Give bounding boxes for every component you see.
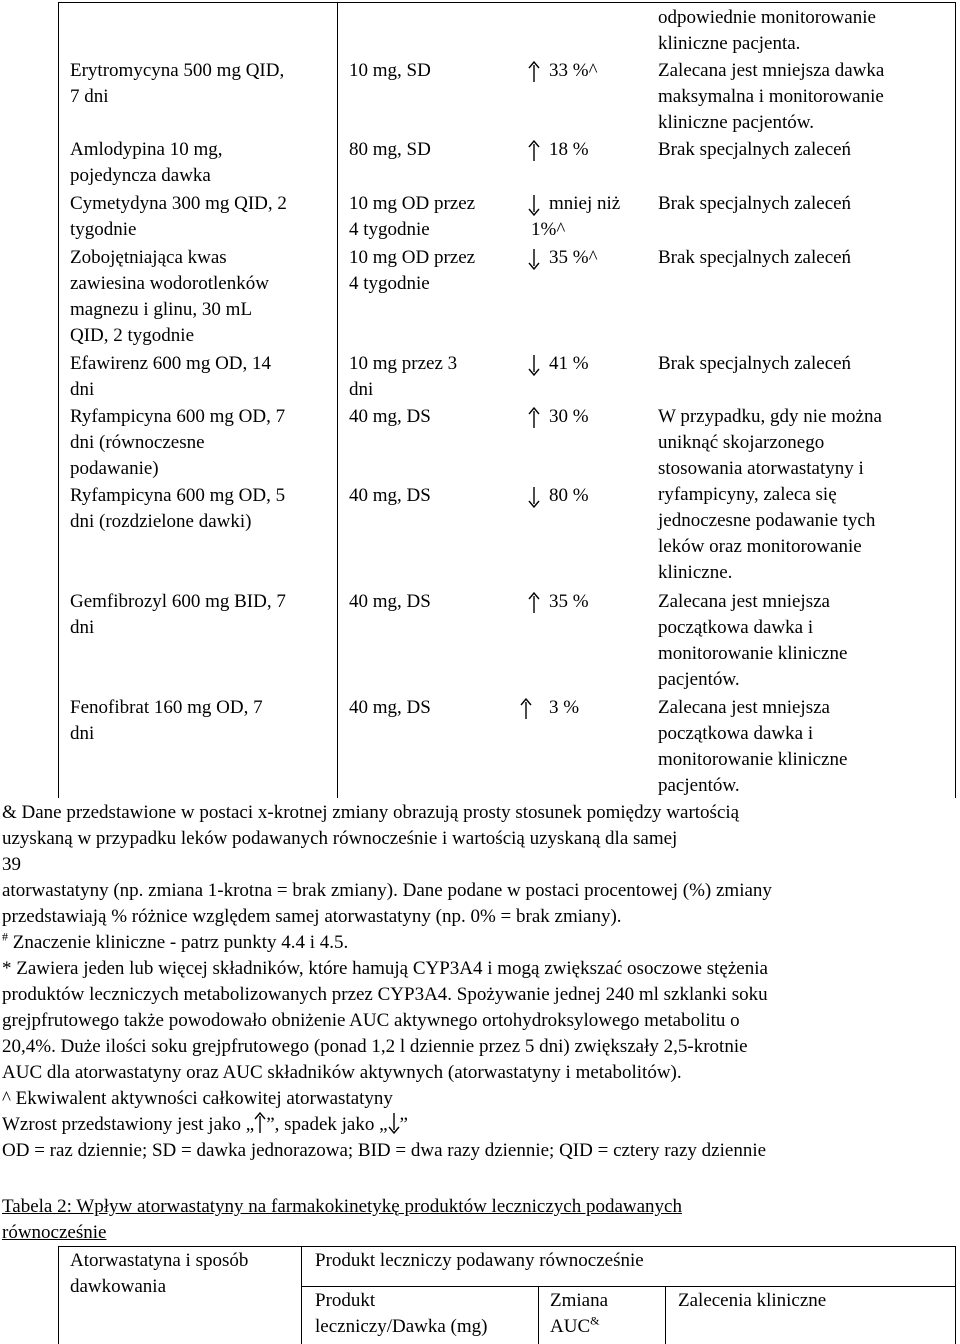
hash-mark: #: [2, 929, 8, 944]
note-ampersand-line: atorwastatyny (np. zmiana 1-krotna = brak zmiany). Dane podane w postaci procentowej (%) zmiany: [2, 880, 772, 901]
row-efawirenz-recommendation: Brak specjalnych zaleceń: [658, 353, 852, 374]
arrow-down-icon: [528, 194, 540, 216]
arrow-down-icon: [388, 1112, 400, 1134]
row-fenofibrat-recommendation: Zalecana jest mniejsza początkowa dawka i monitorowanie kliniczne pacjentów.: [658, 697, 848, 796]
row-gemfibrozyl-drug: Gemfibrozyl 600 mg BID, 7 dni: [70, 591, 286, 638]
arrow-up-icon: [528, 61, 540, 83]
row-fenofibrat-change: 3 %: [549, 697, 580, 718]
row-gemfibrozyl-recommendation: Zalecana jest mniejsza początkowa dawka i monitorowanie kliniczne pacjentów.: [658, 591, 848, 690]
arrow-up-icon: [528, 407, 540, 429]
header-atorvastatin-dosing: Atorwastatyna i sposób dawkowania: [70, 1250, 249, 1297]
note-abbreviations: OD = raz dziennie; SD = dawka jednorazowa; BID = dwa razy dziennie; QID = cztery razy dziennie: [2, 1140, 767, 1161]
row-antacid-change: 35 %^: [549, 247, 598, 268]
arrow-up-icon: [528, 140, 540, 162]
arrow-legend-suffix: ”: [399, 1114, 408, 1135]
row-fenofibrat-drug: Fenofibrat 160 mg OD, 7 dni: [70, 697, 263, 744]
row-ryfampicyna-recommendation: W przypadku, gdy nie można uniknąć skojarzonego stosowania atorwastatyny i ryfampicyny, zaleca się jednoczesne podawanie tych leków oraz monitorowanie kliniczne.: [658, 406, 882, 583]
row-ryfampicyna-concurrent-change: 30 %: [549, 406, 589, 427]
table-2-caption: Tabela 2: Wpływ atorwastatyny na farmakokinetykę produktów leczniczych podawanych równocześnie: [2, 1196, 682, 1243]
arrow-up-icon: [520, 698, 532, 720]
row-ryfampicyna-split-change: 80 %: [549, 485, 589, 506]
arrow-down-icon: [528, 248, 540, 270]
row-fenofibrat-dose: 40 mg, DS: [349, 697, 431, 718]
note-caret-line: ^ Ekwiwalent aktywności całkowitej atorwastatyny: [2, 1088, 393, 1109]
note-hash: [2, 930, 942, 956]
column-divider: [538, 1286, 539, 1344]
column-divider: [301, 1247, 302, 1344]
row-divider: [301, 1286, 955, 1287]
row-antacid-dose: 10 mg OD przez 4 tygodnie: [349, 247, 476, 294]
note-arrow-legend: [2, 1112, 942, 1138]
row-ryfampicyna-split-dose: 40 mg, DS: [349, 485, 431, 506]
header-auc-change: Zmiana AUC&: [550, 1290, 609, 1337]
row-gemfibrozyl-change: 35 %: [549, 591, 589, 612]
row-amlodypina-recommendation: Brak specjalnych zaleceń: [658, 139, 852, 160]
row-cymetydyna-change: mniej niż: [549, 193, 621, 214]
row-antacid-drug: Zobojętniająca kwas zawiesina wodorotlenków magnezu i glinu, 30 mL QID, 2 tygodnie: [70, 247, 269, 346]
header-coadministered-product: Produkt leczniczy podawany równocześnie: [315, 1250, 644, 1271]
row-efawirenz-drug: Efawirenz 600 mg OD, 14 dni: [70, 353, 272, 400]
row-ryfampicyna-concurrent-drug: Ryfampicyna 600 mg OD, 7 dni (równoczesne podawanie): [70, 406, 286, 479]
note-ampersand-line: & Dane przedstawione w postaci x-krotnej zmiany obrazują prosty stosunek pomiędzy wartością: [2, 802, 740, 823]
row-ryfampicyna-split-drug: Ryfampicyna 600 mg OD, 5 dni (rozdzielone dawki): [70, 485, 286, 532]
row-efawirenz-change: 41 %: [549, 353, 589, 374]
arrow-down-icon: [528, 354, 540, 376]
arrow-up-icon: [254, 1112, 266, 1134]
note-star-line: AUC dla atorwastatyny oraz AUC składników aktywnych (atorwastatyny i metabolitów).: [2, 1062, 682, 1083]
note-star-line: * Zawiera jeden lub więcej składników, które hamują CYP3A4 i mogą zwiększać osoczowe stężenia: [2, 958, 768, 979]
header-product-dose: Produkt leczniczy/Dawka (mg): [315, 1290, 488, 1337]
row-cymetydyna-recommendation: Brak specjalnych zaleceń: [658, 193, 852, 214]
arrow-legend-mid: ”, spadek jako „: [266, 1114, 388, 1135]
header-clinical-recommendations: Zalecenia kliniczne: [678, 1290, 827, 1311]
arrow-up-icon: [528, 592, 540, 614]
row-ryfampicyna-concurrent-dose: 40 mg, DS: [349, 406, 431, 427]
row-amlodypina-dose: 80 mg, SD: [349, 139, 431, 160]
row-amlodypina-change: 18 %: [549, 139, 589, 160]
hash-text: Znaczenie kliniczne - patrz punkty 4.4 i 4.5.: [8, 932, 349, 953]
note-ampersand-line: uzyskaną w przypadku leków podawanych równocześnie i wartością uzyskaną dla samej: [2, 828, 678, 849]
row-cymetydyna-dose: 10 mg OD przez 4 tygodnie: [349, 193, 476, 240]
row-efawirenz-dose: 10 mg przez 3 dni: [349, 353, 458, 400]
row-gemfibrozyl-dose: 40 mg, DS: [349, 591, 431, 612]
note-ampersand-line: przedstawiają % różnice względem samej atorwastatyny (np. 0% = brak zmiany).: [2, 906, 622, 927]
note-star-line: 20,4%. Duże ilości soku grejpfrutowego (ponad 1,2 l dziennie przez 5 dni) zwiększały 2,5-krotnie: [2, 1036, 748, 1057]
recommendation-continuation: odpowiednie monitorowanie kliniczne pacjenta.: [658, 7, 876, 54]
table-footnotes: [2, 800, 942, 1164]
row-cymetydyna-change-cont: 1%^: [531, 219, 566, 240]
arrow-down-icon: [528, 486, 540, 508]
row-erytromycyna-drug: Erytromycyna 500 mg QID, 7 dni: [70, 60, 285, 107]
row-erytromycyna-dose: 10 mg, SD: [349, 60, 431, 81]
row-cymetydyna-drug: Cymetydyna 300 mg QID, 2 tygodnie: [70, 193, 287, 240]
note-star-line: produktów leczniczych metabolizowanych przez CYP3A4. Spożywanie jednej 240 ml szklanki soku: [2, 984, 768, 1005]
row-erytromycyna-change: 33 %^: [549, 60, 598, 81]
row-erytromycyna-recommendation: Zalecana jest mniejsza dawka maksymalna i monitorowanie kliniczne pacjentów.: [658, 60, 885, 133]
note-star-line: grejpfrutowego także powodowało obniżenie AUC aktywnego ortohydroksylowego metabolitu o: [2, 1010, 740, 1031]
column-divider: [665, 1286, 666, 1344]
row-antacid-recommendation: Brak specjalnych zaleceń: [658, 247, 852, 268]
arrow-legend-prefix: Wzrost przedstawiony jest jako „: [2, 1114, 255, 1135]
row-amlodypina-drug: Amlodypina 10 mg, pojedyncza dawka: [70, 139, 223, 186]
page-number: 39: [2, 854, 21, 875]
column-divider: [337, 3, 338, 798]
